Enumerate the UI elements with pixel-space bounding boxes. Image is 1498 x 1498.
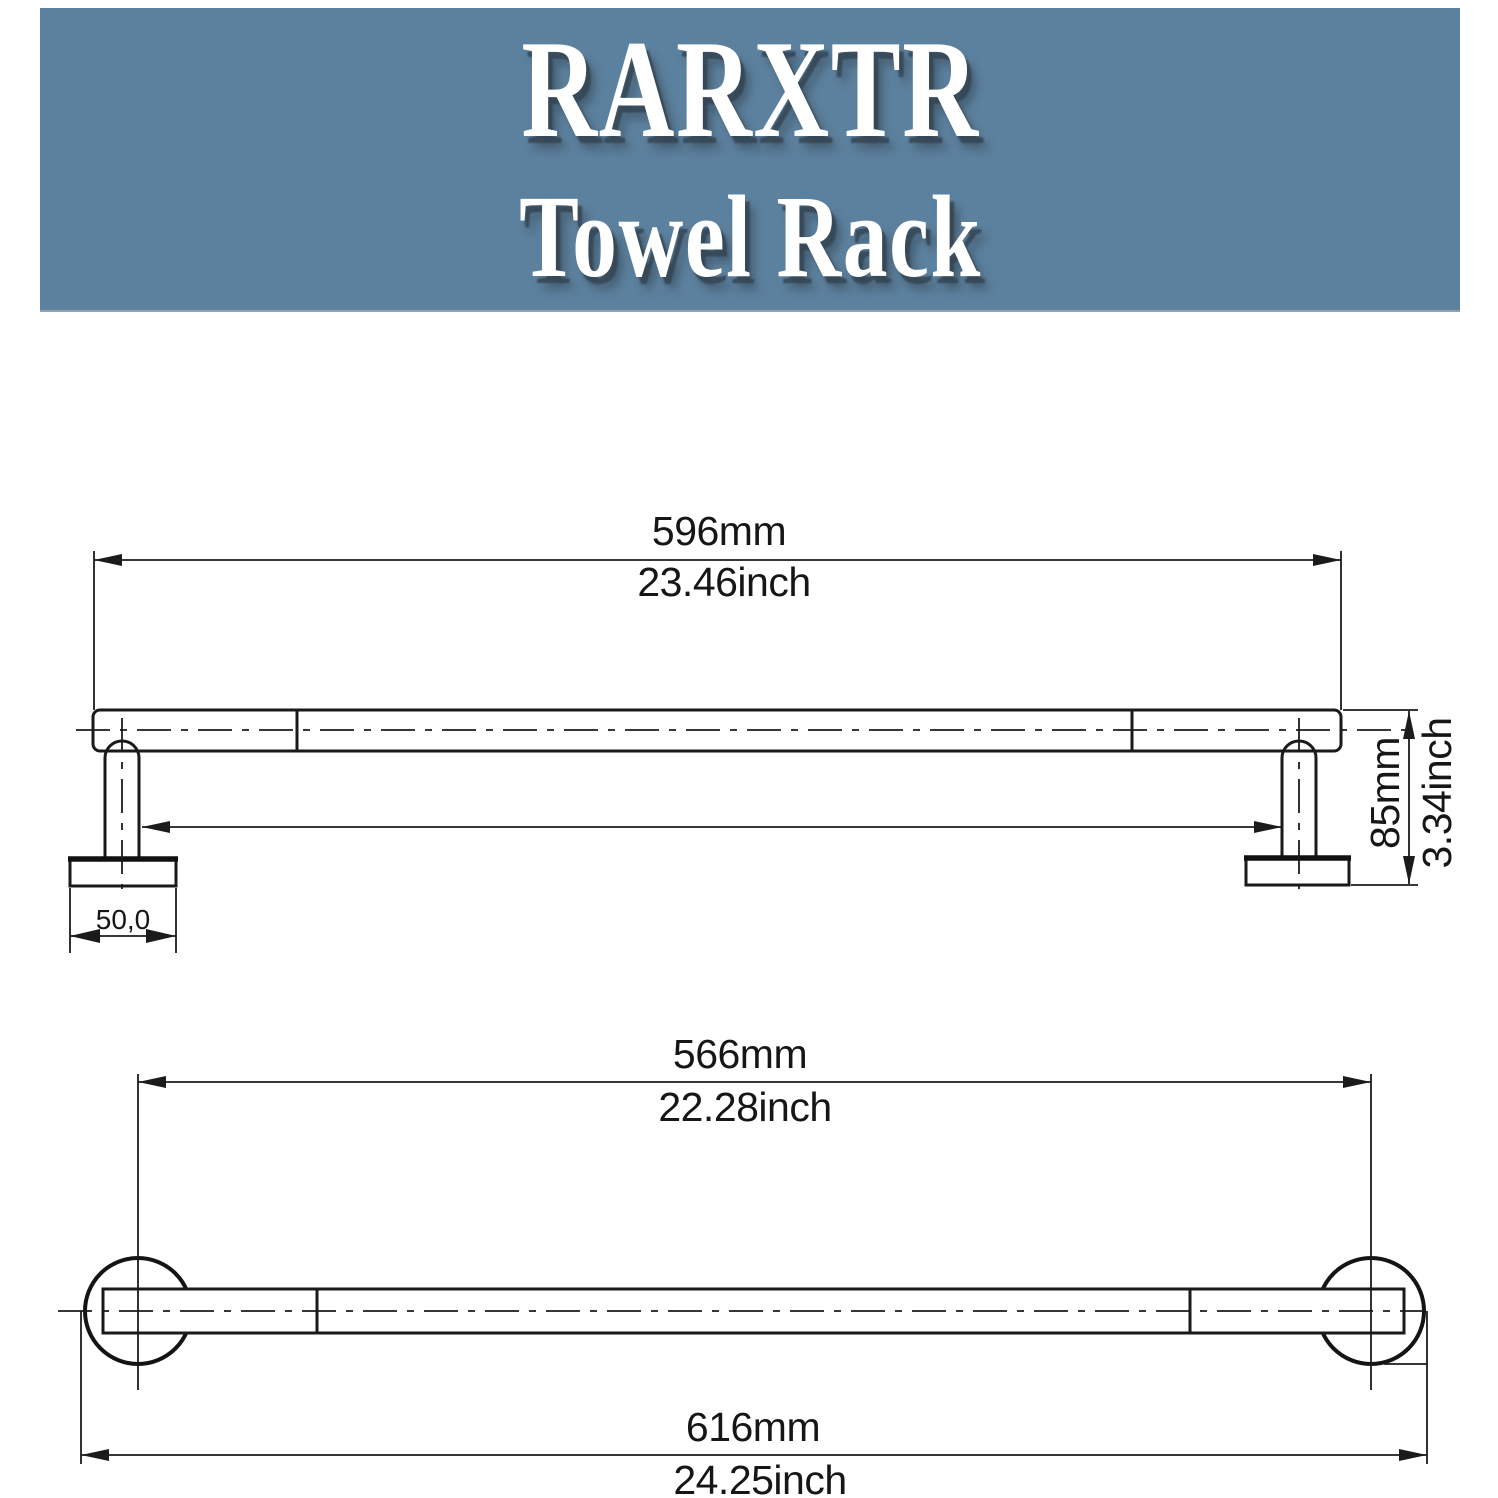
dim-334inch-label: 3.34inch	[1414, 717, 1460, 869]
arrow-right-icon	[1313, 554, 1341, 566]
dim-2425inch-label: 24.25inch	[673, 1457, 847, 1498]
dim-566mm-label: 566mm	[672, 1031, 808, 1077]
dim-overall-length-616	[81, 1311, 1428, 1498]
dim-616mm-label: 616mm	[685, 1404, 821, 1450]
brand-title: RARXTR	[520, 11, 980, 167]
left-base	[70, 859, 176, 886]
dim-596mm-label: 596mm	[651, 508, 787, 554]
dim-base-width-50	[70, 888, 176, 953]
arrow-right-icon	[146, 929, 176, 943]
arrow-left-icon	[138, 1076, 166, 1088]
dim-85mm-label: 85mm	[1362, 737, 1408, 849]
dim-2346inch-label: 23.46inch	[637, 559, 811, 605]
right-base	[1246, 858, 1349, 885]
dim-center-distance-566	[138, 1031, 1371, 1130]
dim-height-85	[1343, 710, 1460, 885]
arrow-right-icon	[1343, 1076, 1371, 1088]
dim-2228inch-label: 22.28inch	[658, 1084, 832, 1130]
arrow-left-icon	[94, 554, 122, 566]
dim-inner-width-550	[142, 821, 1282, 833]
product-subtitle: Towel Rack	[518, 170, 982, 302]
arrow-left-icon	[142, 821, 170, 833]
side-view	[68, 710, 1414, 889]
arrow-right-icon	[1399, 1449, 1427, 1461]
dim-overall-width-596	[94, 508, 1341, 710]
arrow-right-icon	[1254, 821, 1282, 833]
arrow-left-icon	[81, 1449, 109, 1461]
dim-500-label: 50,0	[95, 904, 151, 935]
